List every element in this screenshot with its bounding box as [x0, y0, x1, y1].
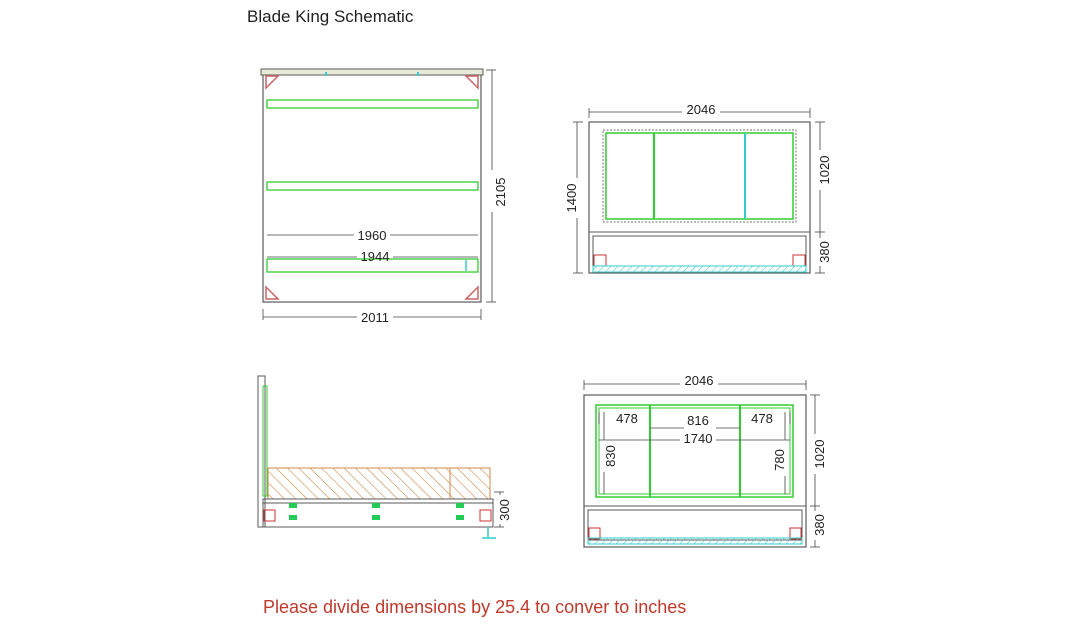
dim-1020-detail: 1020: [812, 439, 827, 469]
side-view: [258, 376, 512, 538]
front-view-frame: [589, 122, 810, 273]
slat-support: [456, 503, 464, 508]
conversion-note: Please divide dimensions by 25.4 to conver to inches: [263, 597, 687, 617]
dim-2046-detail: 2046: [684, 373, 714, 388]
dim-2046: 2046: [686, 102, 716, 117]
dim-380-front: 380: [817, 241, 832, 263]
floor-line: [593, 266, 806, 272]
floor-line: [588, 538, 802, 544]
corner-bracket: [466, 287, 478, 299]
leg: [589, 528, 600, 539]
dim-1400: 1400: [564, 183, 579, 213]
slat-support: [289, 503, 297, 508]
slat: [267, 100, 478, 108]
top-view: [261, 69, 508, 325]
headboard-side: [258, 376, 265, 527]
headboard-panel: [606, 133, 793, 219]
slat-support: [289, 515, 297, 520]
dim-1944: 1944: [360, 249, 390, 264]
dim-1740: 1740: [683, 431, 713, 446]
headboard-outline: [603, 130, 796, 222]
mattress: [268, 468, 490, 499]
slat-support: [372, 503, 380, 508]
slat-support: [456, 515, 464, 520]
side-rail: [263, 499, 493, 503]
detail-base: [588, 510, 802, 540]
dim-300: 300: [497, 499, 512, 521]
leg: [790, 528, 801, 539]
dim-780: 780: [772, 449, 787, 471]
front-view: [564, 102, 832, 273]
slat-support: [372, 515, 380, 520]
page-title: Blade King Schematic: [247, 7, 414, 26]
dim-1960: 1960: [357, 228, 387, 243]
slat: [267, 182, 478, 190]
dim-2105: 2105: [493, 177, 508, 207]
dim-2011: 2011: [361, 310, 389, 325]
headboard-detail-view: [584, 373, 827, 547]
corner-bracket: [266, 287, 278, 299]
corner-bracket: [466, 76, 478, 88]
dim-478-right: 478: [751, 411, 773, 426]
top-view-headboard: [261, 69, 483, 75]
dim-478-left: 478: [616, 411, 638, 426]
corner-bracket: [266, 76, 278, 88]
dim-380-detail: 380: [812, 514, 827, 536]
dim-816: 816: [687, 413, 709, 428]
leg: [480, 510, 491, 521]
leg: [594, 255, 606, 266]
top-view-frame: [263, 70, 481, 302]
dim-1020-front: 1020: [817, 155, 832, 185]
leg: [793, 255, 805, 266]
bed-base: [593, 236, 806, 266]
dim-830: 830: [603, 445, 618, 467]
leg: [264, 510, 275, 521]
